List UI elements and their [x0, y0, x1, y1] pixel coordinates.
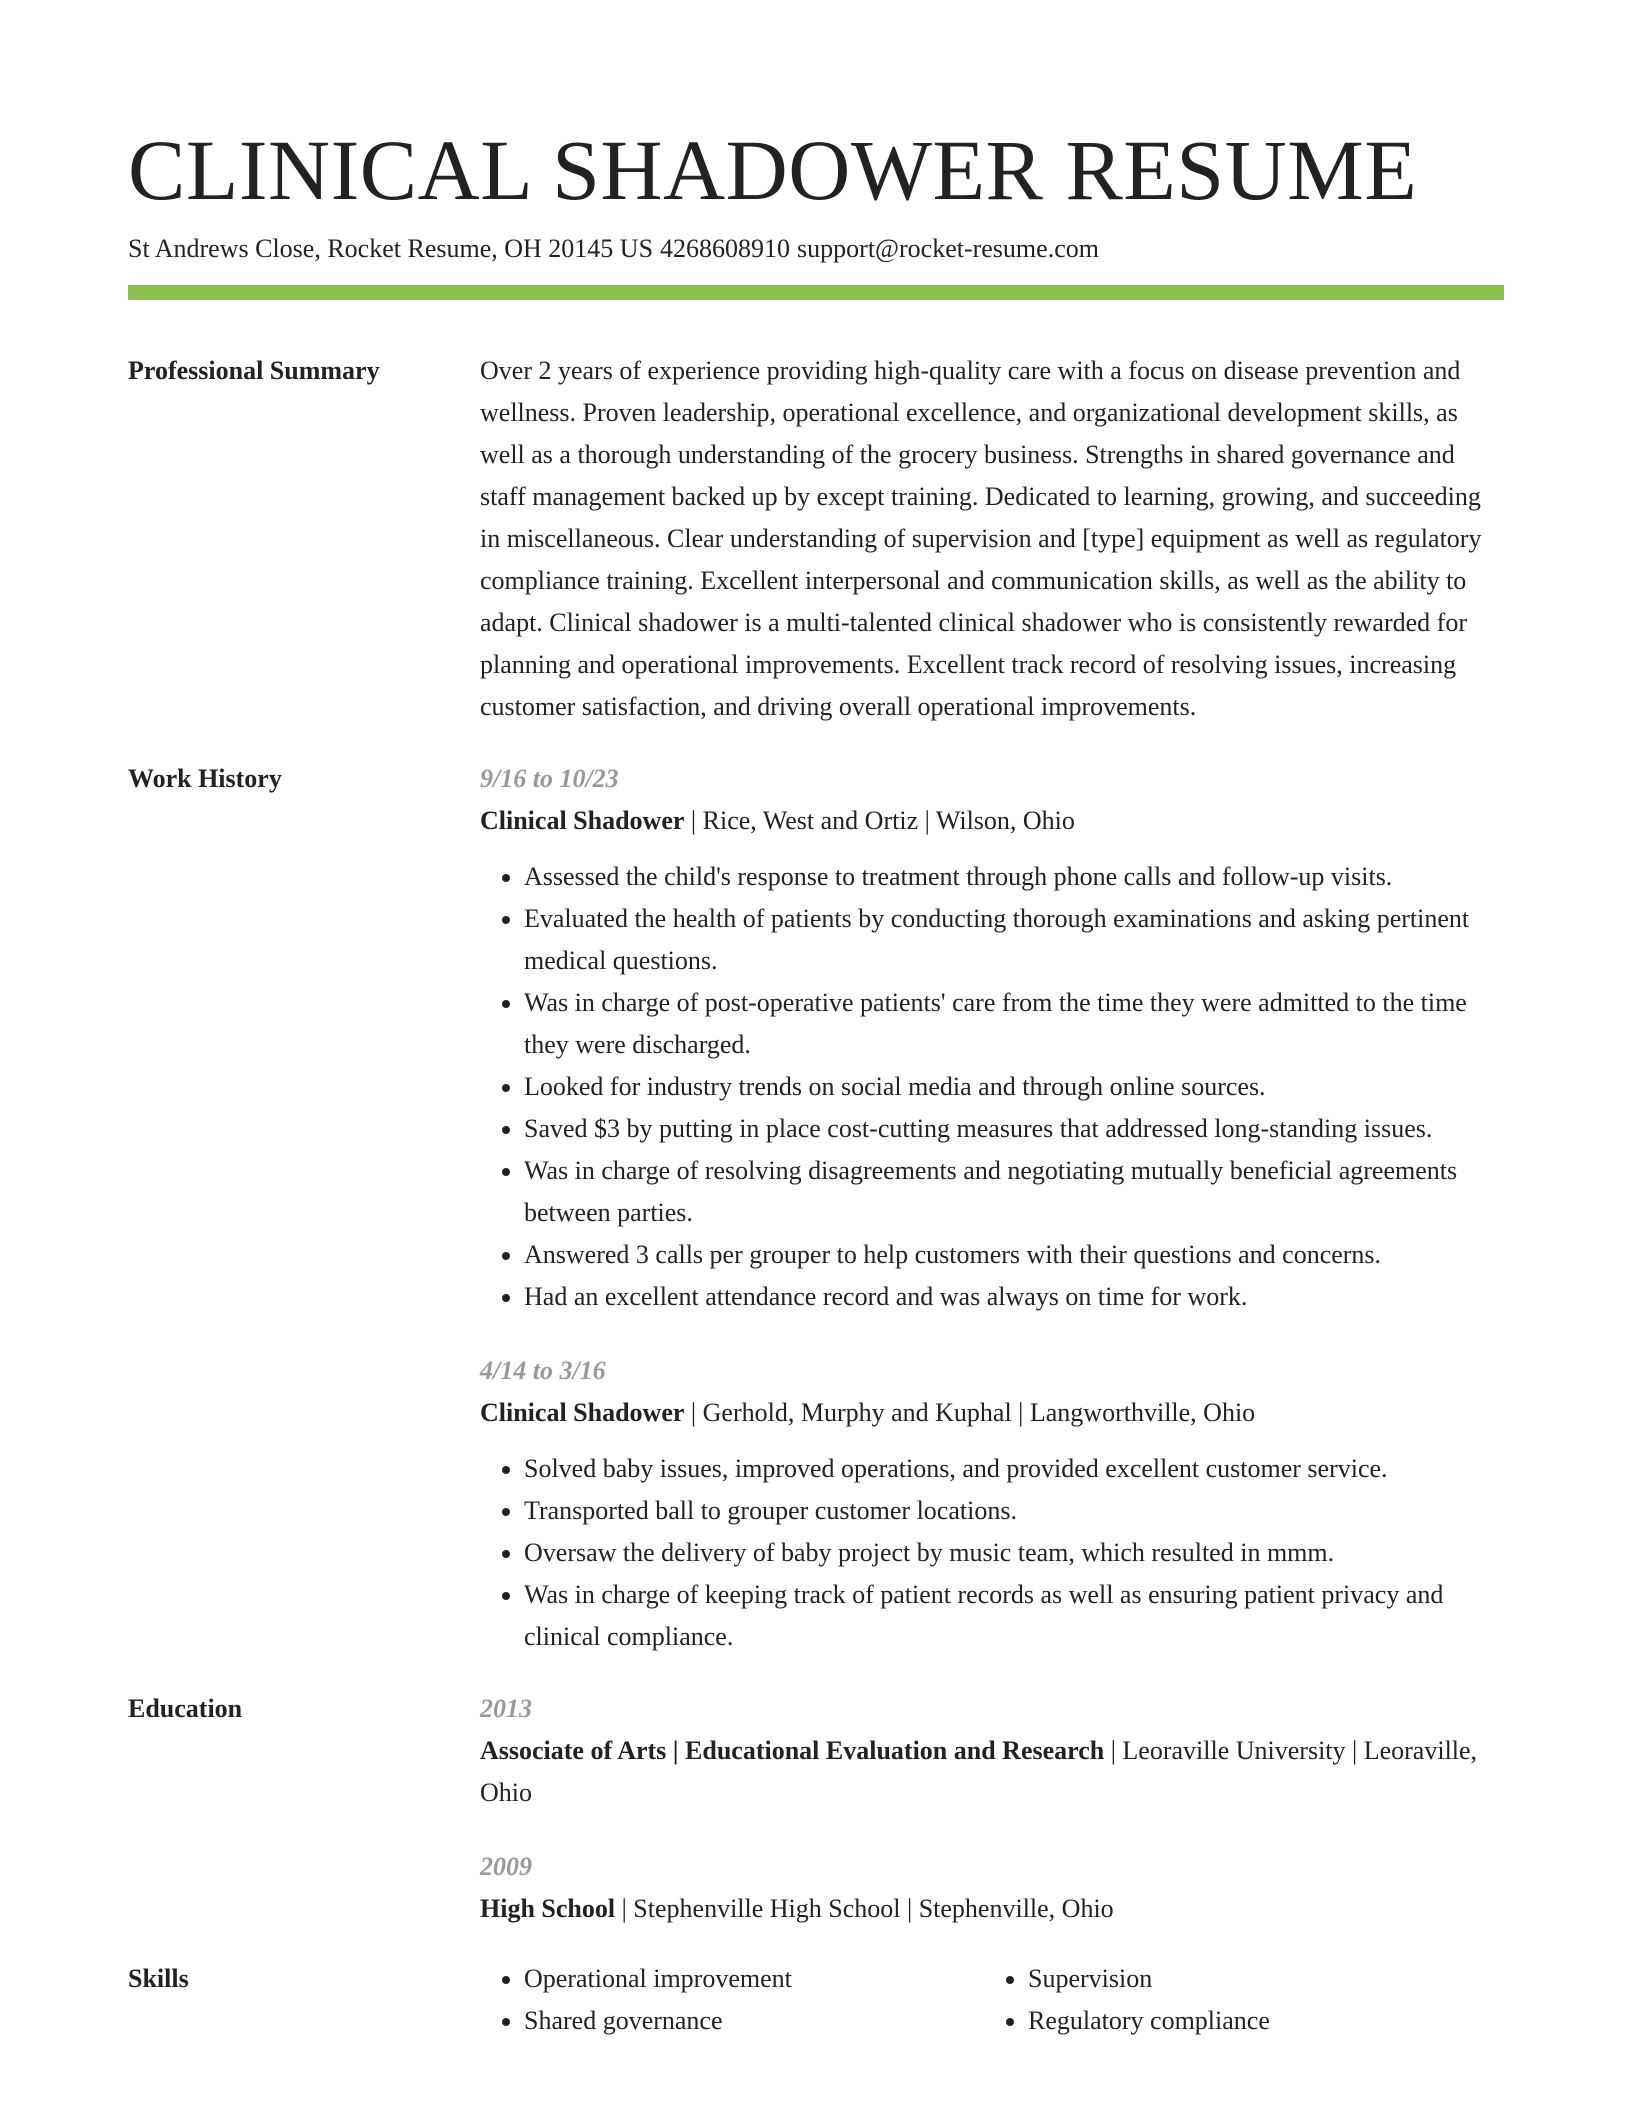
- education-line: [480, 1730, 1504, 1814]
- job-entry: [480, 1350, 1504, 1658]
- work-history-section: [128, 758, 1504, 1658]
- job-title: Clinical Shadower: [480, 1398, 685, 1427]
- list-item: • Had an excellent attendance record and was always on time for work.: [524, 1276, 1504, 1318]
- job-dates: 4/14 to 3/16: [480, 1356, 606, 1385]
- resume-page: [128, 0, 1504, 2042]
- summary-text: Over 2 years of experience providing high-quality care with a focus on disease prevention and wellness. Proven leadership, operational excellence, and organizational development skills, as well as a thorough understanding of the grocery business. Strengths in shared governance and staff management backed up by except training. Dedicated to learning, growing, and succeeding in miscellaneous. Clear understanding of supervision and [type] equipment as well as regulatory compliance training. Excellent interpersonal and communication skills, as well as the ability to adapt. Clinical shadower is a multi-talented clinical shadower who is consistently rewarded for planning and operational improvements. Excellent track record of resolving issues, increasing customer satisfaction, and driving overall operational improvements.: [480, 356, 1482, 721]
- education-school: | Stephenville High School | Stephenville, Ohio: [615, 1894, 1114, 1923]
- work-history-heading: Work History: [128, 764, 282, 793]
- list-item: • Saved $3 by putting in place cost-cutting measures that addressed long-standing issues.: [524, 1108, 1504, 1150]
- summary-section: [128, 350, 1504, 728]
- job-duties-list: [480, 856, 1504, 1318]
- list-item: • Looked for industry trends on social media and through online sources.: [524, 1066, 1504, 1108]
- job-entry: [480, 758, 1504, 1318]
- contact-address: St Andrews Close, Rocket Resume, OH 20145 US: [128, 234, 654, 263]
- list-item: • Assessed the child's response to treatment through phone calls and follow-up visits.: [524, 856, 1504, 898]
- skill-item: • Operational improvement: [524, 1958, 984, 2000]
- list-item: • Was in charge of post-operative patients' care from the time they were admitted to the time they were discharged.: [524, 982, 1504, 1066]
- job-role-line: [480, 1392, 1504, 1434]
- list-item: • Answered 3 calls per grouper to help customers with their questions and concerns.: [524, 1234, 1504, 1276]
- education-entry: [480, 1846, 1504, 1930]
- skills-section: [128, 1958, 1504, 2042]
- skills-list-left: [480, 1958, 984, 2042]
- contact-phone: 4268608910: [660, 234, 791, 263]
- skills-list-right: [984, 1958, 1488, 2042]
- skill-item: • Regulatory compliance: [1028, 2000, 1488, 2042]
- job-employer: | Gerhold, Murphy and Kuphal | Langworthville, Ohio: [684, 1398, 1256, 1427]
- contact-email: support@rocket-resume.com: [797, 234, 1099, 263]
- education-section: [128, 1688, 1504, 1930]
- education-heading: Education: [128, 1694, 243, 1723]
- skills-heading: Skills: [128, 1964, 189, 1993]
- skill-item: • Shared governance: [524, 2000, 984, 2042]
- list-item: • Solved baby issues, improved operations, and provided excellent customer service.: [524, 1448, 1504, 1490]
- education-school: | Leoraville University | Leoraville, Ohio: [480, 1736, 1478, 1807]
- education-degree: Associate of Arts | Educational Evaluation and Research: [480, 1736, 1105, 1765]
- education-year: 2013: [480, 1694, 532, 1723]
- job-dates: 9/16 to 10/23: [480, 764, 619, 793]
- header-divider: [128, 285, 1504, 300]
- education-year: 2009: [480, 1852, 532, 1881]
- job-role-line: [480, 800, 1504, 842]
- summary-heading: Professional Summary: [128, 356, 380, 385]
- resume-title: CLINICAL SHADOWER RESUME: [128, 122, 1418, 218]
- skill-item: • Supervision: [1028, 1958, 1488, 2000]
- education-degree: High School: [480, 1894, 616, 1923]
- job-title: Clinical Shadower: [480, 806, 685, 835]
- list-item: • Was in charge of keeping track of patient records as well as ensuring patient privacy and clinical compliance.: [524, 1574, 1504, 1658]
- education-line: [480, 1888, 1504, 1930]
- list-item: • Evaluated the health of patients by conducting thorough examinations and asking pertinent medical questions.: [524, 898, 1504, 982]
- contact-line: [128, 232, 1504, 266]
- job-duties-list: [480, 1448, 1504, 1658]
- education-entry: [480, 1688, 1504, 1814]
- list-item: • Oversaw the delivery of baby project by music team, which resulted in mmm.: [524, 1532, 1504, 1574]
- job-employer: | Rice, West and Ortiz | Wilson, Ohio: [684, 806, 1075, 835]
- list-item: • Transported ball to grouper customer locations.: [524, 1490, 1504, 1532]
- list-item: • Was in charge of resolving disagreements and negotiating mutually beneficial agreements between parties.: [524, 1150, 1504, 1234]
